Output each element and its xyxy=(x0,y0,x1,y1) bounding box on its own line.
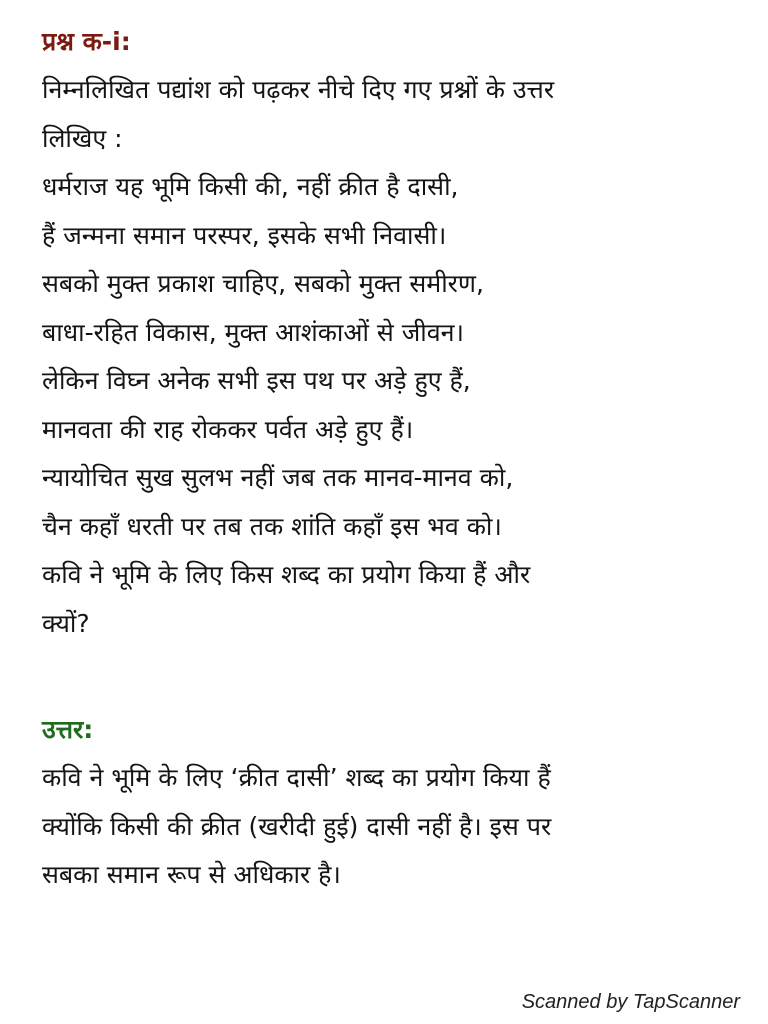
instruction-line: लिखिए : xyxy=(42,123,123,153)
answer-heading: उत्तर: xyxy=(42,715,94,744)
instruction-line: निम्नलिखित पद्यांश को पढ़कर नीचे दिए गए प्रश्नों के उत्तर xyxy=(42,75,555,104)
prompt-line: कवि ने भूमि के लिए किस शब्द का प्रयोग किया हैं और xyxy=(42,560,531,589)
poem-line: हैं जन्मना समान परस्पर, इसके सभी निवासी। xyxy=(42,220,447,250)
poem-line: चैन कहाँ धरती पर तब तक शांति कहाँ इस भव को। xyxy=(42,511,502,541)
scanner-watermark: Scanned by TapScanner xyxy=(521,991,740,1013)
answer-text xyxy=(42,754,742,900)
answer-line: कवि ने भूमि के लिए ‘क्रीत दासी’ शब्द का प्रयोग किया हैं xyxy=(42,763,551,792)
poem-line: धर्मराज यह भूमि किसी की, नहीं क्रीत है दासी, xyxy=(42,172,459,201)
poem-line: बाधा-रहित विकास, मुक्त आशंकाओं से जीवन। xyxy=(42,317,465,347)
section-gap xyxy=(42,648,742,706)
poem-stanza xyxy=(42,163,742,551)
answer-line: सबका समान रूप से अधिकार है। xyxy=(42,860,341,889)
question-prompt xyxy=(42,551,742,648)
question-instruction xyxy=(42,66,742,163)
question-heading: प्रश्न क-i: xyxy=(42,27,131,56)
poem-line: लेकिन विघ्न अनेक सभी इस पथ पर अड़े हुए हैं, xyxy=(42,366,471,395)
document-page xyxy=(42,18,742,900)
prompt-line: क्यों? xyxy=(42,608,90,638)
poem-line: मानवता की राह रोककर पर्वत अड़े हुए हैं। xyxy=(42,414,414,444)
poem-line: सबको मुक्त प्रकाश चाहिए, सबको मुक्त समीरण, xyxy=(42,269,484,298)
poem-line: न्यायोचित सुख सुलभ नहीं जब तक मानव-मानव को, xyxy=(42,463,514,492)
answer-line: क्योंकि किसी की क्रीत (खरीदी हुई) दासी नहीं है। इस पर xyxy=(42,811,552,841)
